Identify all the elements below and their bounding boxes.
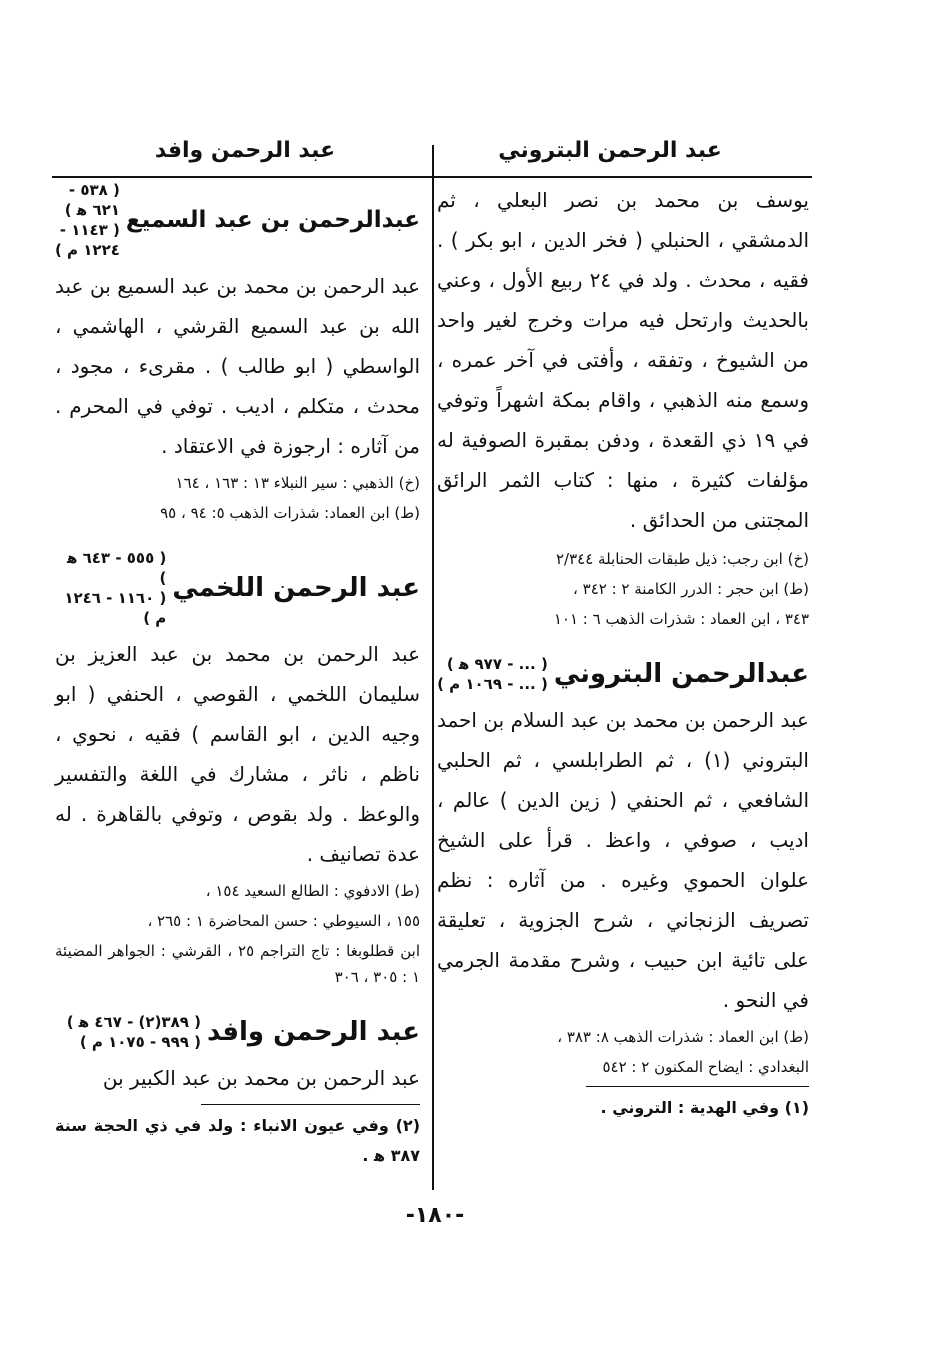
entry-name: عبد الرحمن اللخمي [172, 573, 420, 603]
entry-dates [437, 654, 548, 694]
entry-heading [55, 548, 420, 628]
source-line: (خ) ابن رجب: ذيل طبقات الحنابلة ٢/٣٤٤ [556, 550, 809, 568]
entry-name: عبدالرحمن بن عبد السميع [125, 207, 420, 233]
dates-gregorian: ( ... - ١٠٦٩ م ) [437, 675, 548, 693]
column-divider [432, 145, 434, 1190]
dates-hijri: ( ٥٥٥ - ٦٤٣ ﻫ ) [67, 549, 167, 587]
left-column [55, 180, 420, 1171]
running-header-left: عبد الرحمن وافد [154, 138, 336, 163]
dates-hijri: ( ٥٣٨ - ٦٢١ ﻫ ) [64, 181, 120, 219]
footnote-rule [201, 1104, 420, 1105]
footnote: (٢) وفي عيون الانباء : ولد في ذي الحجة سنة ٣٨٧ ﻫ . [55, 1116, 420, 1165]
dates-hijri: ( ٣٨٩(٢) - ٤٦٧ ﻫ ) [66, 1013, 201, 1031]
running-header-right: عبد الرحمن البتروني [498, 138, 722, 163]
source-line: البغدادي : ايضاح المكنون ٢ : ٥٤٢ [602, 1058, 809, 1076]
source-line: (ط) ابن حجر : الدرر الكامنة ٢ : ٣٤٢ ، [573, 580, 809, 598]
entry-text: عبد الرحمن بن محمد بن عبد العزيز بن سليمان اللخمي ، القوصي ، الحنفي ( ابو وجيه الدين ، ابو القاسم ) فقيه ، نحوي ، ناظم ، ناثر ، مشارك في اللغة والتفسير والوعظ . ولد بقوص ، وتوفي بالقاهرة . له عدة تصانيف . [55, 642, 420, 866]
entry-text: عبد الرحمن بن محمد بن عبد السلام بن احمد البتروني (١) ، ثم الطرابلسي ، ثم الحلبي الشافعي ، ثم الحنفي ( زين الدين ) عالم ، اديب ، صوفي ، واعظ . قرأ على الشيخ علوان الحموي وغيره . من آثاره : نظم تصريف الزنجاني ، شرح الجزوية ، تعليقة على تائية ابن حبيب ، وشرح مقدمة الجرمي في النحو . [437, 708, 809, 1012]
entry-heading [55, 180, 420, 260]
dates-gregorian: ( ١١٦٠ - ١٢٤٦ م ) [64, 589, 167, 627]
dates-hijri: ( ... - ٩٧٧ ﻫ ) [446, 655, 548, 673]
entry-dates [55, 548, 166, 628]
right-column [437, 180, 809, 1123]
entry-text: عبد الرحمن بن محمد بن عبد الكبير بن [102, 1066, 420, 1090]
source-line: (خ) الذهبي : سير النبلاء ١٣ : ١٦٣ ، ١٦٤ [175, 474, 420, 492]
entry-dates [55, 180, 120, 260]
source-line: ١٥٥ ، السيوطي : حسن المحاضرة ١ : ٢٦٥ ، [147, 912, 420, 930]
entry-heading [55, 1012, 420, 1052]
dates-gregorian: ( ٩٩٩ - ١٠٧٥ م ) [79, 1033, 201, 1051]
page-number: -١٨٠- [405, 1203, 465, 1228]
continuation-sources [437, 546, 809, 632]
dates-gregorian: ( ١١٤٣ - ١٢٢٤ م ) [54, 221, 120, 259]
source-line: (ط) ابن العماد : شذرات الذهب ٨: ٣٨٣ ، [557, 1028, 809, 1046]
entry-text: عبد الرحمن بن محمد بن عبد السميع بن عبد الله بن عبد السميع القرشي ، الهاشمي ، الواسطي ( ابو طالب ) . مقرىء ، مجود ، محدث ، متكلم ، اديب . توفي في المحرم . من آثاره : ارجوزة في الاعتقاد . [55, 274, 420, 458]
source-line: (ط) ابن العماد: شذرات الذهب ٥: ٩٤ ، ٩٥ [160, 504, 420, 522]
source-line: ٣٤٣ ، ابن العماد : شذرات الذهب ٦ : ١٠١ [553, 610, 809, 628]
entry-heading [437, 654, 809, 694]
footnote-rule [586, 1086, 809, 1087]
entry-dates [67, 1012, 201, 1052]
source-line: ابن قطلوبغا : تاج التراجم ٢٥ ، القرشي : الجواهر المضيئة ١ : ٣٠٥ ، ٣٠٦ [55, 942, 420, 986]
entry-name: عبد الرحمن وافد [206, 1017, 420, 1047]
footnote: (١) وفي الهدية : التروني . [600, 1098, 809, 1117]
continuation-text: يوسف بن محمد بن نصر البعلي ، ثم الدمشقي ، الحنبلي ( فخر الدين ، ابو بكر ) . فقيه ، محدث . ولد في ٢٤ ربيع الأول ، وعني بالحديث وارتحل فيه مرات وخرج لغير واحد من الشيوخ ، وتفقه ، وأفتى في آخر عمره ، وسمع منه الذهبي ، واقام بمكة اشهراً وتوفي في ١٩ ذي القعدة ، ودفن بمقبرة الصوفية له مؤلفات كثيرة ، منها : كتاب الثمر الرائق المجتنى من الحدائق . [437, 188, 809, 532]
entry-name: عبدالرحمن البتروني [553, 659, 809, 689]
source-line: (ط) الادفوي : الطالع السعيد ١٥٤ ، [205, 882, 420, 900]
